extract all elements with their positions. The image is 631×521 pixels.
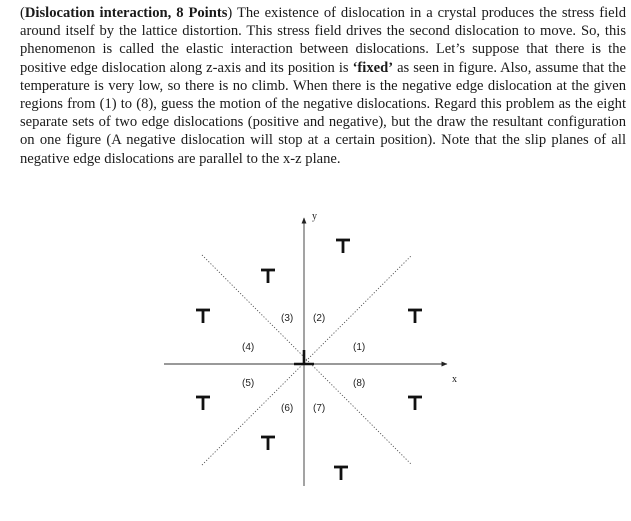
region-label-4: (4) <box>242 342 255 353</box>
region-label-1: (1) <box>353 342 366 353</box>
fixed-keyword: ‘fixed’ <box>352 59 394 76</box>
problem-heading: Dislocation interaction, 8 Points <box>24 5 228 21</box>
region-label-6: (6) <box>281 403 294 414</box>
region-label-3: (3) <box>281 313 294 324</box>
x-axis-label: x <box>452 374 457 385</box>
positive-edge-dislocation-symbol <box>294 350 314 364</box>
negative-dislocation-symbol <box>261 437 275 450</box>
negative-dislocation-symbol <box>261 270 275 283</box>
negative-dislocation-symbol <box>196 310 210 323</box>
negative-dislocation-symbols <box>196 240 422 480</box>
problem-text-part-1: ) The existence of dislocation in a crystal produces the stress field around itself by the lattice distortion. This stress field drives the second dislocation to move. So, this phenomenon is called the elastic interaction between dislocations. Let’s suppose that there is the positive edge dislocation along z-axis and its position is <box>20 5 626 76</box>
region-label-7: (7) <box>313 403 326 414</box>
negative-dislocation-symbol <box>408 310 422 323</box>
region-label-5: (5) <box>242 378 255 389</box>
open-paren: ( <box>20 5 25 21</box>
region-label-8: (8) <box>353 378 366 389</box>
negative-dislocation-symbol <box>196 397 210 410</box>
negative-dislocation-symbol <box>334 467 348 480</box>
region-label-2: (2) <box>313 313 326 324</box>
problem-text-part-2: as seen in figure. Also, assume that the temperature is very low, so there is no climb. When there is the negative edge dislocation at the given regions from (1) to (8), guess the motion of the negative dislocations. Regard this problem as the eight separate sets of two edge dislocations (positive and negative), but the draw the resultant configuration on one figure (A negative dislocation will stop at a certain position). Note that the slip planes of all negative edge dislocations are parallel to the x-z plane. <box>20 59 626 167</box>
negative-dislocation-symbol <box>336 240 350 253</box>
negative-dislocation-symbol <box>408 397 422 410</box>
y-axis-label: y <box>312 211 317 222</box>
